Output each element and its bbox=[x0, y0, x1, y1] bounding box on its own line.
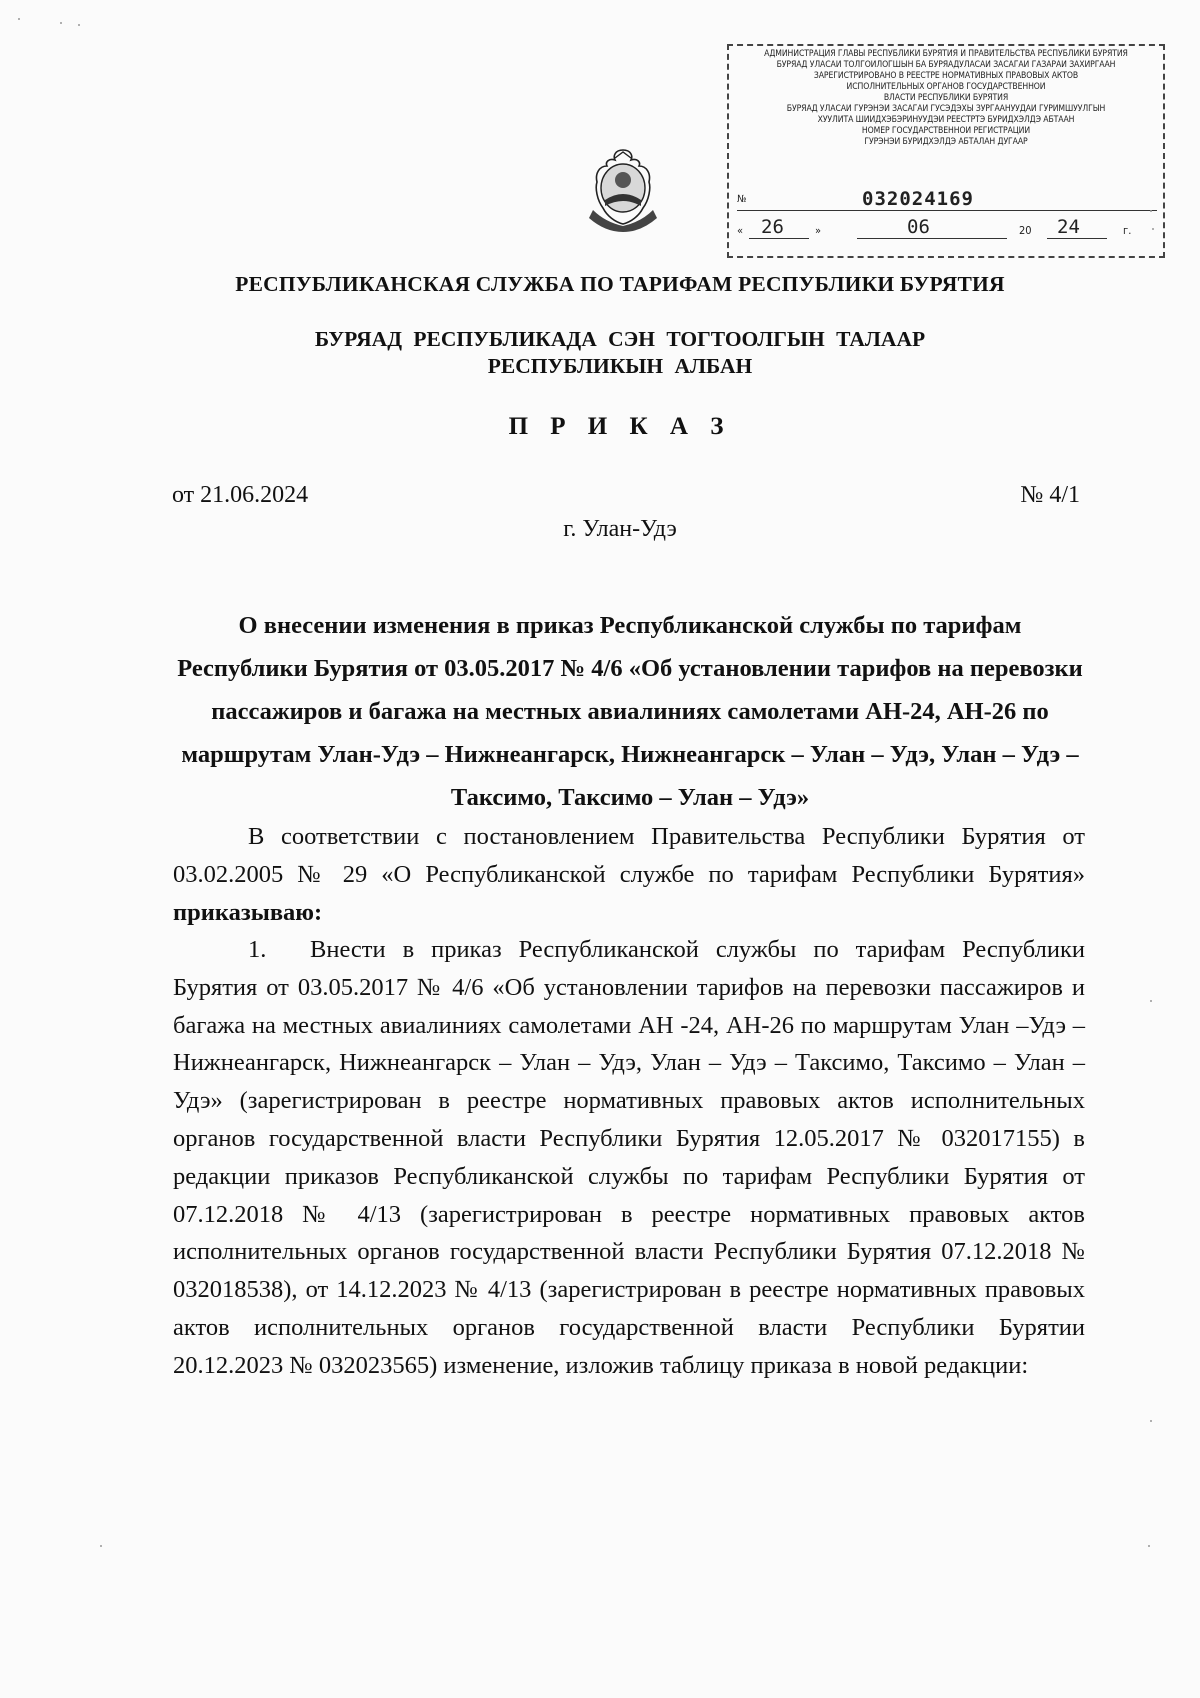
stamp-line: АДМИНИСТРАЦИЯ ГЛАВЫ РЕСПУБЛИКИ БУРЯТИЯ И ПРАВИТЕЛЬСТВА РЕСПУБЛИКИ БУРЯТИЯ bbox=[764, 49, 1128, 59]
stamp-no-label: № bbox=[737, 194, 747, 205]
stamp-line: ИСПОЛНИТЕЛЬНЫХ ОРГАНОВ ГОСУДАРСТВЕННОЙ bbox=[846, 82, 1046, 92]
item-number: 1. bbox=[248, 936, 267, 963]
stamp-reg-number: 032024169 bbox=[862, 188, 974, 210]
document-number: № 4/1 bbox=[1020, 482, 1080, 508]
stamp-date-year: 24 bbox=[1057, 216, 1080, 238]
item-1-text: Внести в приказ Республиканской службы по тарифам Республики Бурятия от 03.05.2017 № 4/6 «Об установлении тарифов на перевозки пассажиров и багажа на местных авиалиниях самолетами АН -24, АН-26 по маршрутам Улан –Удэ – Нижнеангарск, Нижнеангарск – Улан – Удэ, Улан – Удэ – Таксимо, Таксимо – Улан – Удэ» (зарегистрирован в реестре нормативных правовых актов исполнительных органов государственной власти Республики Бурятия 12.05.2017 № 032017155) в редакции приказов Республиканской службы по тарифам Республики Бурятия от 07.12.2018 № 4/13 (зарегистрирован в реестре нормативных правовых актов исполнительных органов государственной власти Республики Бурятия 07.12.2018 № 032018538), от 14.12.2023 № 4/13 (зарегистрирован в реестре нормативных правовых актов исполнительных органов государственной власти Республики Бурятии 20.12.2023 № 032023565) изменение, изложив таблицу приказа в новой редакции: bbox=[173, 936, 1085, 1379]
stamp-line: ВЛАСТИ РЕСПУБЛИКИ БУРЯТИЯ bbox=[883, 93, 1009, 103]
stamp-date-year-prefix: 20 bbox=[1019, 224, 1032, 237]
organization-name-ru: РЕСПУБЛИКАНСКАЯ СЛУЖБА ПО ТАРИФАМ РЕСПУБЛИКИ БУРЯТИЯ bbox=[235, 272, 1005, 296]
coat-of-arms-icon bbox=[585, 148, 661, 232]
stamp-number-row bbox=[737, 188, 1157, 211]
stamp-line: ЗАРЕГИСТРИРОВАНО В РЕЕСТРЕ НОРМАТИВНЫХ ПРАВОВЫХ АКТОВ bbox=[813, 71, 1079, 81]
stamp-date-day: 26 bbox=[761, 216, 784, 238]
organization-name-bua bbox=[160, 326, 1080, 380]
registration-stamp bbox=[727, 44, 1165, 258]
stamp-line: ХУУЛИТА ШИИДХЭБЭРИНУУДЭЙ РЕЕСТРТЭ БУРИДХЭЛДЭ АБТААН bbox=[817, 115, 1075, 125]
stamp-date-row: « 26 » 06 20 24 г. bbox=[737, 216, 1132, 238]
stamp-year-suffix: г. bbox=[1123, 224, 1132, 237]
document-subject: О внесении изменения в приказ Республиканской службы по тарифам Республики Бурятия от 03.05.2017 № 4/6 «Об установлении тарифов на перевозки пассажиров и багажа на местных авиалиниях самолетами АН-24, АН-26 по маршрутам Улан-Удэ – Нижнеангарск, Нижнеангарск – Улан – Удэ, Улан – Удэ – Таксимо, Таксимо – Улан – Удэ» bbox=[177, 612, 1083, 811]
stamp-date-month: 06 bbox=[907, 216, 930, 238]
document-city: г. Улан-Удэ bbox=[563, 516, 677, 542]
preamble-paragraph bbox=[173, 818, 1085, 931]
document-type: П Р И К А З bbox=[508, 413, 732, 440]
stamp-line: БУРЯАД УЛАСАЙ ГУРЭНЭЙ ЗАСАГАЙ ГУСЭДЭХЫ ЗУРГААНУУДАЙ ГУРИМШУУЛГЫН bbox=[786, 104, 1106, 114]
stamp-line: БУРЯАД УЛАСАЙ ТОЛГОЙЛОГШЫН БА БУРЯАДУЛАСАЙ ЗАСАГАЙ ГАЗАРАЙ ЗАХИРГААН bbox=[776, 60, 1116, 70]
item-1-paragraph bbox=[173, 931, 1085, 1385]
document-date: от 21.06.2024 bbox=[172, 482, 309, 508]
stamp-line: ГУРЭНЭЙ БУРИДХЭЛДЭ АБТАЛАН ДУГААР bbox=[864, 137, 1028, 147]
preamble-command: приказываю: bbox=[173, 898, 323, 926]
preamble-text: В соответствии с постановлением Правительства Республики Бурятия от 03.02.2005 № 29 «О Республиканской службе по тарифам Республики Бурятия» bbox=[173, 823, 1085, 888]
organization-name-bua-line2: РЕСПУБЛИКЫН АЛБАН bbox=[487, 354, 753, 378]
organization-name-bua-line1: БУРЯАД РЕСПУБЛИКАДА СЭН ТОГТООЛГЫН ТАЛААР bbox=[314, 327, 926, 351]
stamp-line: НОМЕР ГОСУДАРСТВЕННОЙ РЕГИСТРАЦИИ bbox=[861, 126, 1031, 136]
